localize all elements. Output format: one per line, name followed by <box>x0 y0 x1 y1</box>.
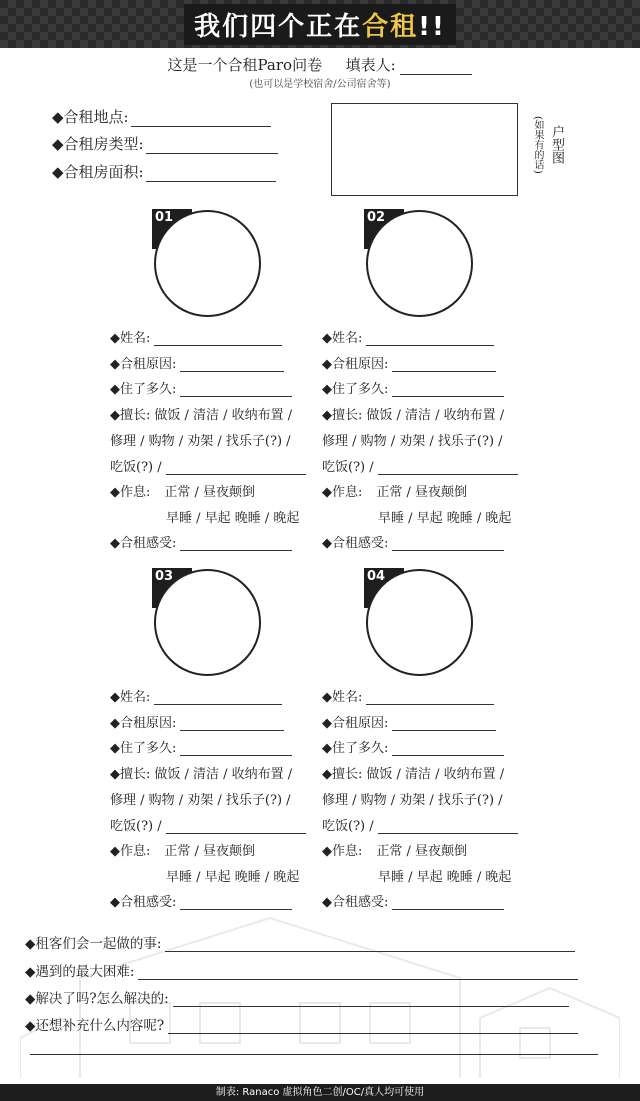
schedule-row <box>322 840 467 859</box>
skills-other-input[interactable] <box>166 819 306 834</box>
question-difficulty <box>25 960 578 980</box>
schedule-options-1[interactable]: 正常 / 昼夜颠倒 <box>164 844 256 859</box>
tenant-number-badge: 01 <box>152 209 192 249</box>
avatar-circle[interactable] <box>366 210 473 317</box>
room-type-field <box>52 133 278 154</box>
name-label: ◆姓名: <box>322 331 363 346</box>
schedule-options-1[interactable]: 正常 / 昼夜颠倒 <box>164 485 256 500</box>
feeling-label: ◆合租感受: <box>322 536 389 551</box>
duration-row <box>322 737 504 756</box>
question-activities <box>25 932 575 952</box>
feeling-label: ◆合租感受: <box>322 895 389 910</box>
duration-row <box>322 378 504 397</box>
title-prefix: 我们四个正在 <box>194 11 363 42</box>
question-activities-input[interactable] <box>165 937 575 952</box>
skills-row <box>322 404 504 423</box>
floor-plan-label: 户型图 <box>549 125 564 164</box>
tenant-02-fields <box>322 327 532 552</box>
reason-label: ◆合租原因: <box>322 716 389 731</box>
name-input[interactable] <box>366 331 494 346</box>
skills-label: ◆擅长: <box>322 408 363 423</box>
schedule-row <box>110 481 255 500</box>
tenant-number-badge: 03 <box>152 568 192 608</box>
intro-line <box>0 54 640 75</box>
name-input[interactable] <box>154 690 282 705</box>
feeling-row <box>322 532 504 551</box>
extra-line[interactable] <box>30 1054 598 1055</box>
duration-input[interactable] <box>392 741 504 756</box>
avatar-circle[interactable] <box>154 569 261 676</box>
skills-label: ◆擅长: <box>110 408 151 423</box>
duration-label: ◆住了多久: <box>322 741 389 756</box>
tenant-number-badge: 02 <box>364 209 404 249</box>
floor-plan-caption <box>530 116 566 174</box>
filler-label: 填表人: <box>345 56 396 74</box>
name-row <box>322 686 494 705</box>
header-banner <box>0 0 640 48</box>
feeling-label: ◆合租感受: <box>110 895 177 910</box>
reason-label: ◆合租原因: <box>110 357 177 372</box>
schedule-options-1[interactable]: 正常 / 昼夜颠倒 <box>376 844 468 859</box>
duration-input[interactable] <box>392 382 504 397</box>
duration-input[interactable] <box>180 382 292 397</box>
skills-options-3[interactable]: 吃饭(?) / <box>110 819 162 834</box>
skills-options-3[interactable]: 吃饭(?) / <box>322 819 374 834</box>
name-row <box>322 327 494 346</box>
location-field <box>52 106 271 127</box>
question-extra-label: ◆还想补充什么内容呢? <box>25 1018 165 1034</box>
schedule-options-2[interactable]: 早睡 / 早起 晚睡 / 晚起 <box>378 511 512 526</box>
skills-options-1[interactable]: 做饭 / 清洁 / 收纳布置 / <box>366 767 505 782</box>
duration-label: ◆住了多久: <box>110 741 177 756</box>
schedule-options-2[interactable]: 早睡 / 早起 晚睡 / 晚起 <box>378 870 512 885</box>
area-field <box>52 161 276 182</box>
area-input[interactable] <box>146 167 276 182</box>
skills-row-2 <box>322 789 503 808</box>
skills-row-3 <box>110 456 306 475</box>
schedule-options-2[interactable]: 早睡 / 早起 晚睡 / 晚起 <box>166 870 300 885</box>
title-accent: 合租 <box>362 11 419 42</box>
schedule-row <box>110 840 255 859</box>
schedule-label: ◆作息: <box>110 485 151 500</box>
schedule-options-2[interactable]: 早睡 / 早起 晚睡 / 晚起 <box>166 511 300 526</box>
skills-other-input[interactable] <box>378 819 518 834</box>
duration-row <box>110 737 292 756</box>
reason-row <box>110 712 284 731</box>
room-type-label: ◆合租房类型: <box>52 135 144 153</box>
question-activities-label: ◆租客们会一起做的事: <box>25 936 162 952</box>
skills-options-2[interactable]: 修理 / 购物 / 劝架 / 找乐子(?) / <box>110 434 291 449</box>
name-label: ◆姓名: <box>110 690 151 705</box>
question-solution-label: ◆解决了吗?怎么解决的: <box>25 991 169 1007</box>
reason-input[interactable] <box>392 716 496 731</box>
avatar-circle[interactable] <box>366 569 473 676</box>
duration-input[interactable] <box>180 741 292 756</box>
floor-plan-note: (如果有的话) <box>532 116 543 174</box>
skills-row-3 <box>110 815 306 834</box>
question-solution <box>25 987 569 1007</box>
schedule-row <box>322 481 467 500</box>
feeling-input[interactable] <box>392 536 504 551</box>
skills-options-3[interactable]: 吃饭(?) / <box>322 460 374 475</box>
title-suffix: !! <box>418 11 446 42</box>
reason-input[interactable] <box>392 357 496 372</box>
question-difficulty-label: ◆遇到的最大困难: <box>25 964 135 980</box>
name-input[interactable] <box>366 690 494 705</box>
page-title <box>184 4 456 45</box>
name-label: ◆姓名: <box>110 331 151 346</box>
reason-label: ◆合租原因: <box>110 716 177 731</box>
schedule-label: ◆作息: <box>322 844 363 859</box>
location-label: ◆合租地点: <box>52 108 129 126</box>
name-row <box>110 327 282 346</box>
duration-row <box>110 378 292 397</box>
floor-plan-box[interactable] <box>331 103 518 196</box>
skills-label: ◆擅长: <box>110 767 151 782</box>
tenant-03-fields <box>110 686 320 911</box>
skills-options-2[interactable]: 修理 / 购物 / 劝架 / 找乐子(?) / <box>322 434 503 449</box>
skills-row-2 <box>110 430 291 449</box>
schedule-row-2 <box>166 866 299 885</box>
feeling-input[interactable] <box>180 536 292 551</box>
question-extra-input[interactable] <box>168 1019 578 1034</box>
skills-row-2 <box>322 430 503 449</box>
skills-options-2[interactable]: 修理 / 购物 / 劝架 / 找乐子(?) / <box>322 793 503 808</box>
tenant-04-fields <box>322 686 532 911</box>
name-input[interactable] <box>154 331 282 346</box>
skills-row <box>110 404 292 423</box>
schedule-row-2 <box>378 507 511 526</box>
questionnaire-title: 这是一个合租Paro问卷 <box>167 56 323 74</box>
location-input[interactable] <box>131 112 271 127</box>
skills-options-2[interactable]: 修理 / 购物 / 劝架 / 找乐子(?) / <box>110 793 291 808</box>
feeling-row <box>110 532 292 551</box>
area-label: ◆合租房面积: <box>52 163 144 181</box>
reason-label: ◆合租原因: <box>322 357 389 372</box>
skills-row <box>322 763 504 782</box>
schedule-label: ◆作息: <box>110 844 151 859</box>
skills-options-1[interactable]: 做饭 / 清洁 / 收纳布置 / <box>154 408 293 423</box>
skills-row-2 <box>110 789 291 808</box>
schedule-options-1[interactable]: 正常 / 昼夜颠倒 <box>376 485 468 500</box>
filler-input[interactable] <box>400 60 472 75</box>
feeling-label: ◆合租感受: <box>110 536 177 551</box>
reason-row <box>322 712 496 731</box>
skills-row-3 <box>322 815 518 834</box>
reason-row <box>110 353 284 372</box>
skills-label: ◆擅长: <box>322 767 363 782</box>
skills-options-1[interactable]: 做饭 / 清洁 / 收纳布置 / <box>366 408 505 423</box>
intro-note: (也可以是学校宿舍/公司宿舍等) <box>249 79 391 90</box>
avatar-circle[interactable] <box>154 210 261 317</box>
reason-input[interactable] <box>180 716 284 731</box>
reason-input[interactable] <box>180 357 284 372</box>
skills-row <box>110 763 292 782</box>
duration-label: ◆住了多久: <box>322 382 389 397</box>
skills-other-input[interactable] <box>378 460 518 475</box>
skills-options-3[interactable]: 吃饭(?) / <box>110 460 162 475</box>
name-label: ◆姓名: <box>322 690 363 705</box>
footer-credit: 制表: Ranaco 虚拟角色二创/OC/真人均可使用 <box>0 1084 640 1101</box>
question-difficulty-input[interactable] <box>138 965 578 980</box>
reason-row <box>322 353 496 372</box>
question-solution-input[interactable] <box>173 992 569 1007</box>
room-type-input[interactable] <box>146 139 278 154</box>
skills-row-3 <box>322 456 518 475</box>
schedule-row-2 <box>166 507 299 526</box>
question-extra <box>25 1014 578 1034</box>
schedule-label: ◆作息: <box>322 485 363 500</box>
duration-label: ◆住了多久: <box>110 382 177 397</box>
schedule-row-2 <box>378 866 511 885</box>
skills-options-1[interactable]: 做饭 / 清洁 / 收纳布置 / <box>154 767 293 782</box>
skills-other-input[interactable] <box>166 460 306 475</box>
tenant-01-fields <box>110 327 320 552</box>
tenant-number-badge: 04 <box>364 568 404 608</box>
name-row <box>110 686 282 705</box>
